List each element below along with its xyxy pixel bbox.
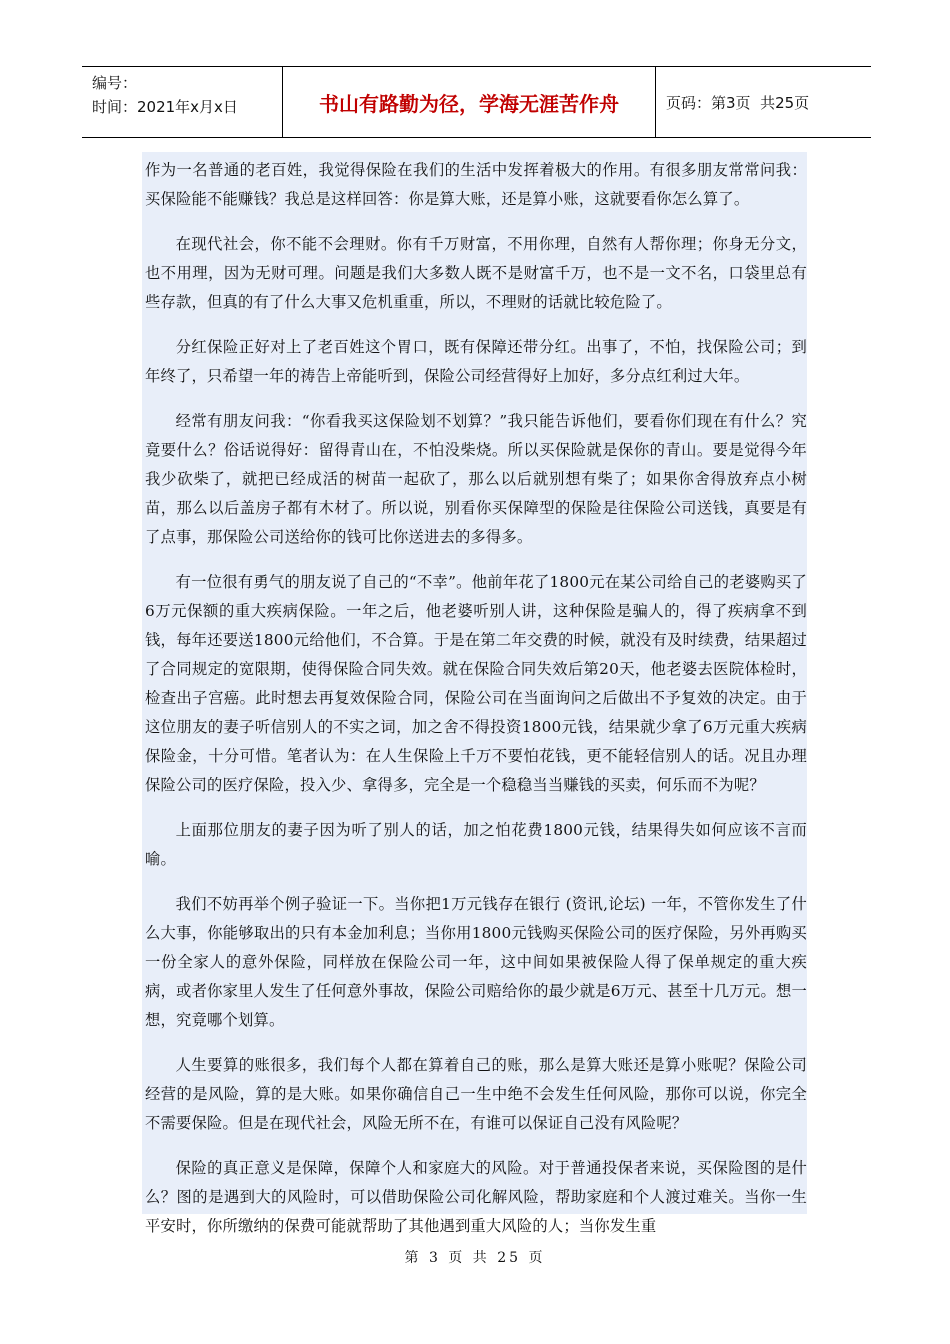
page-header xyxy=(82,66,871,138)
paragraph: 有一位很有勇气的朋友说了自己的“不幸”。他前年花了1800元在某公司给自己的老婆购买了6万元保额的重大疾病保险。一年之后，他老婆听别人讲，这种保险是骗人的，得了疾病拿不到钱，每年还要送1800元给他们，不合算。于是在第二年交费的时候，就没有及时续费，结果超过了合同规定的宽限期，使得保险合同失效。就在保险合同失效后第20天，他老婆去医院体检时，检查出子宫癌。此时想去再复效保险合同，保险公司在当面询问之后做出不予复效的决定。由于这位朋友的妻子听信别人的不实之词，加之舍不得投资1800元钱，结果就少拿了6万元重大疾病保险金，十分可惜。笔者认为：在人生保险上千万不要怕花钱，更不能轻信别人的话。况且办理保险公司的医疗保险，投入少、拿得多，完全是一个稳稳当当赚钱的买卖，何乐而不为呢？ xyxy=(145,573,807,794)
paragraph: 作为一名普通的老百姓，我觉得保险在我们的生活中发挥着极大的作用。有很多朋友常常问我：买保险能不能赚钱？我总是这样回答：你是算大账，还是算小账，这就要看你怎么算了。 xyxy=(145,161,807,208)
paragraph: 分红保险正好对上了老百姓这个胃口，既有保障还带分红。出事了，不怕，找保险公司；到年终了，只希望一年的祷告上帝能听到，保险公司经营得好上加好，多分点红利过大年。 xyxy=(145,338,807,385)
document-number-label: 编号： xyxy=(92,74,138,92)
paragraph: 上面那位朋友的妻子因为听了别人的话，加之怕花费1800元钱，结果得失如何应该不言而喻。 xyxy=(145,821,807,868)
paragraph: 保险的真正意义是保障，保障个人和家庭大的风险。对于普通投保者来说，买保险图的是什么？图的是遇到大的风险时，可以借助保险公司化解风险，帮助家庭和个人渡过难关。当你一生平安时，你所缴纳的保费可能就帮助了其他遇到重大风险的人；当你发生重 xyxy=(145,1159,807,1235)
paragraph: 在现代社会，你不能不会理财。你有千万财富，不用你理，自然有人帮你理；你身无分文，也不用理，因为无财可理。问题是我们大多数人既不是财富千万，也不是一文不名，口袋里总有些存款，但真的有了什么大事又危机重重，所以，不理财的话就比较危险了。 xyxy=(145,235,807,311)
document-time-label: 时间：2021年x月x日 xyxy=(92,98,238,116)
header-page-cell xyxy=(656,67,871,137)
article-body xyxy=(142,152,807,1235)
page-footer: 第 3 页 共 25 页 xyxy=(404,1250,546,1266)
paragraph: 人生要算的账很多，我们每个人都在算着自己的账，那么是算大账还是算小账呢？保险公司经营的是风险，算的是大账。如果你确信自己一生中绝不会发生任何风险，那你可以说，你完全不需要保险。但是在现代社会，风险无所不在，有谁可以保证自己没有风险呢？ xyxy=(145,1056,807,1132)
header-page-label: 页码：第3页 共25页 xyxy=(666,93,810,112)
header-meta-cell xyxy=(82,67,283,137)
paragraph: 我们不妨再举个例子验证一下。当你把1万元钱存在银行 (资讯,论坛) 一年，不管你发生了什么大事，你能够取出的只有本金加利息；当你用1800元钱购买保险公司的医疗保险，另外再购买一份全家人的意外保险，同样放在保险公司一年，这中间如果被保险人得了保单规定的重大疾病，或者你家里人发生了任何意外事故，保险公司赔给你的最少就是6万元、甚至十几万元。想一想，究竟哪个划算。 xyxy=(145,895,807,1029)
header-motto: 书山有路勤为径，学海无涯苦作舟 xyxy=(283,67,656,137)
paragraph: 经常有朋友问我：“你看我买这保险划不划算？”我只能告诉他们，要看你们现在有什么？究竟要什么？俗话说得好：留得青山在，不怕没柴烧。所以买保险就是保你的青山。要是觉得今年我少砍柴了，就把已经成活的树苗一起砍了，那么以后就别想有柴了；如果你舍得放弃点小树苗，那么以后盖房子都有木材了。所以说，别看你买保障型的保险是往保险公司送钱，真要是有了点事，那保险公司送给你的钱可比你送进去的多得多。 xyxy=(145,412,807,546)
